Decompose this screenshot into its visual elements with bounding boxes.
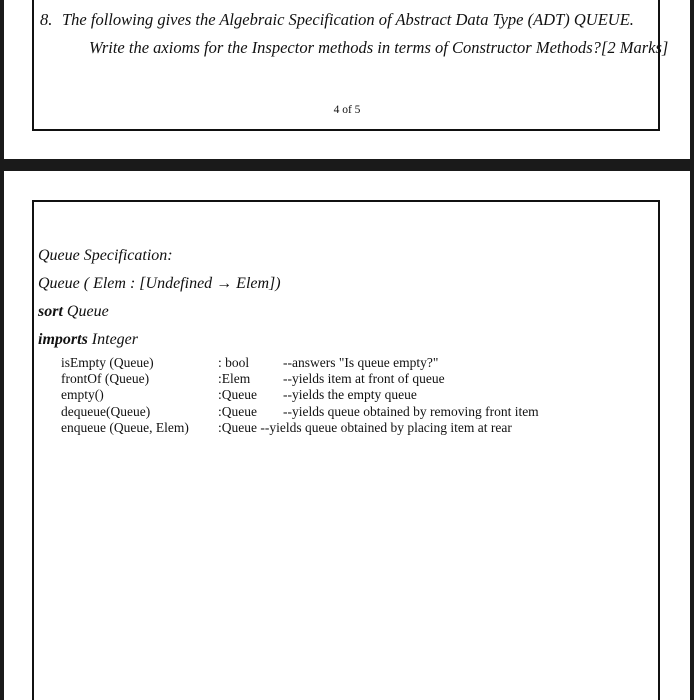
- operation-type: : bool: [218, 355, 250, 370]
- operation-type: :Queue --yields queue obtained by placing item at rear: [218, 419, 512, 435]
- operation-name: dequeue(Queue): [61, 403, 151, 419]
- operation-desc: --yields queue obtained by removing front item: [283, 403, 539, 419]
- queue-specification: [38, 242, 281, 354]
- operation-type: :Elem: [218, 371, 251, 387]
- question-text-2: Write the axioms for the Inspector methods in terms of Constructor Methods?[2 Marks]: [89, 38, 669, 57]
- question-number: 8.: [40, 10, 53, 29]
- spec-imports: [38, 326, 281, 354]
- operation-type: :Queue: [218, 387, 257, 403]
- page-5: [4, 171, 690, 700]
- operation-name: isEmpty (Queue): [61, 355, 154, 370]
- question-text-1: The following gives the Algebraic Specification of Abstract Data Type (ADT) QUEUE.: [62, 10, 634, 29]
- operation-desc: --answers "Is queue empty?": [283, 355, 439, 370]
- page-4: [4, 0, 690, 159]
- operation-name: enqueue (Queue, Elem): [61, 419, 189, 435]
- spec-title: Queue Specification:: [38, 247, 173, 264]
- operation-desc: --yields item at front of queue: [283, 371, 445, 387]
- spec-signature: Queue ( Elem : [Undefined → Elem]): [38, 275, 281, 292]
- question-8: [40, 6, 668, 62]
- imports-value: Integer: [91, 331, 138, 348]
- question-line-1: [40, 6, 668, 34]
- operation-desc: --yields the empty queue: [283, 387, 417, 403]
- spec-sort: [38, 298, 281, 326]
- imports-keyword: imports: [38, 331, 88, 348]
- page-number: 4 of 5: [333, 104, 361, 116]
- operation-type: :Queue: [218, 403, 257, 419]
- operation-name: frontOf (Queue): [61, 371, 150, 387]
- sort-value: Queue: [66, 303, 109, 320]
- operation-name: empty(): [61, 387, 104, 403]
- sort-keyword: sort: [38, 303, 63, 320]
